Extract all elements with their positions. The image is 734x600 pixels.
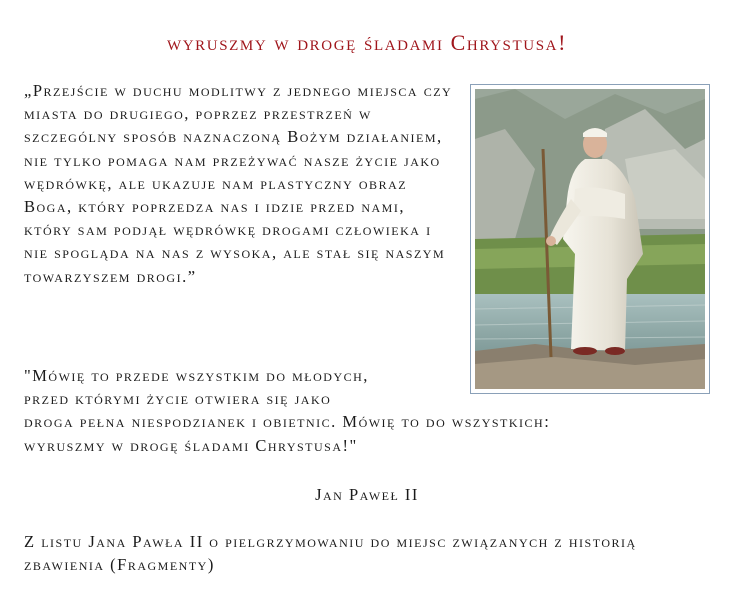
signature: Jan Paweł II [315,485,419,504]
page-title: wyruszmy w drogę śladami Chrystusa! [166,30,567,55]
quote-2-line-2: przed którymi życie otwiera się jako [24,389,332,409]
pope-walking-photo [475,89,705,389]
quote-2-line-3: droga pełna niespodzianek i obietnic. Mówię to do wszystkich: [24,412,551,432]
quote-paragraph-1: „Przejście w duchu modlitwy z jednego miejsca czy miasta do drugiego, poprzez przestrzeń w szczególny sposób naznaczoną Bożym działaniem, nie tylko pomaga nam przeżywać nasze życie jako wędrówkę, ale ukazuje nam plastyczny obraz Boga, który poprzedza nas i idzie przed nami, który sam podjął wędrówkę drogami człowieka i nie spogląda na nas z wysoka, ale stał się naszym towarzyszem drogi.” [24,81,453,286]
quote-2-line-4: wyruszmy w drogę śladami Chrystusa!" [24,435,358,455]
quote-paragraph-2 [24,364,714,457]
photo-frame [470,84,710,394]
quote-2-line-1: "Mówię to przede wszystkim do młodych, [24,366,369,385]
source-note: Z listu Jana Pawła II o pielgrzymowaniu do miejsc związanych z historią zbawienia (Fragmenty) [24,532,637,575]
